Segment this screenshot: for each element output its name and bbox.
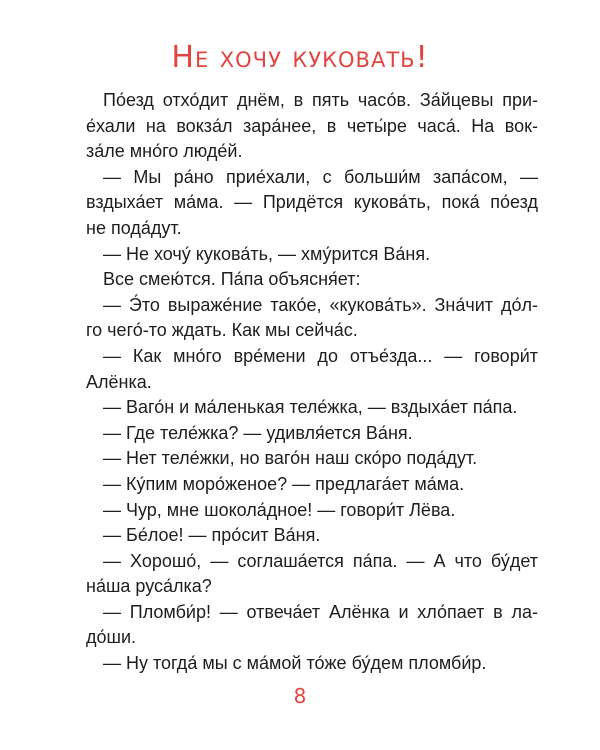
text-line: — Бе́лое! — про́сит Ва́ня.	[103, 525, 321, 546]
body-text	[86, 88, 538, 677]
text-line: вздыха́ет ма́ма. — Придётся кукова́ть, пока́ по́езд	[86, 192, 538, 213]
text-line: — Хорошо́, — соглаша́ется па́па. — А что бу́дет	[103, 550, 538, 571]
text-line: Алёнка.	[86, 371, 152, 392]
text-line: Все смею́тся. Па́па объясня́ет:	[103, 269, 361, 290]
text-line: — Мы ра́но прие́хали, с больши́м запа́сом, —	[103, 166, 538, 187]
text-line: до́ши.	[86, 627, 137, 648]
text-line: — Э́то выраже́ние тако́е, «кукова́ть». Зна́чит до́л-	[103, 294, 538, 315]
text-line: — Как мно́го вре́мени до отъе́зда... — говори́т	[103, 345, 538, 366]
text-line: — Пломби́р! — отвеча́ет Алёнка и хло́пает в ла-	[103, 601, 538, 622]
text-line: не пода́дут.	[86, 217, 182, 238]
text-line: — Ваго́н и ма́ленькая теле́жка, — вздыха́ет па́па.	[103, 397, 518, 418]
text-line: — Ку́пим моро́женое? — предлага́ет ма́ма.	[103, 473, 465, 494]
text-line: за́ле мно́го люде́й.	[86, 141, 243, 162]
text-line: е́хали на вокза́л зара́нее, в четы́ре часа́. На вок-	[86, 115, 538, 136]
text-line: — Чур, мне шокола́дное! — говори́т Лёва.	[103, 499, 456, 520]
text-line: — Где теле́жка? — удивля́ется Ва́ня.	[103, 422, 413, 443]
text-line: По́езд отхо́дит днём, в пять часо́в. За́йцевы при-	[103, 90, 538, 110]
text-line: — Ну тогда́ мы с ма́мой то́же бу́дем пломби́р.	[103, 653, 487, 674]
text-line: — Нет теле́жки, но ваго́н наш ско́ро пода́дут.	[103, 448, 478, 469]
text-line: — Не хочу́ кукова́ть, — хму́рится Ва́ня.	[103, 243, 431, 264]
page-number: 8	[293, 684, 307, 708]
chapter-title: Не хочу куковать!	[171, 40, 429, 75]
text-line: го чего́-то ждать. Как мы сейча́с.	[86, 320, 358, 341]
text-line: на́ша руса́лка?	[86, 576, 212, 597]
